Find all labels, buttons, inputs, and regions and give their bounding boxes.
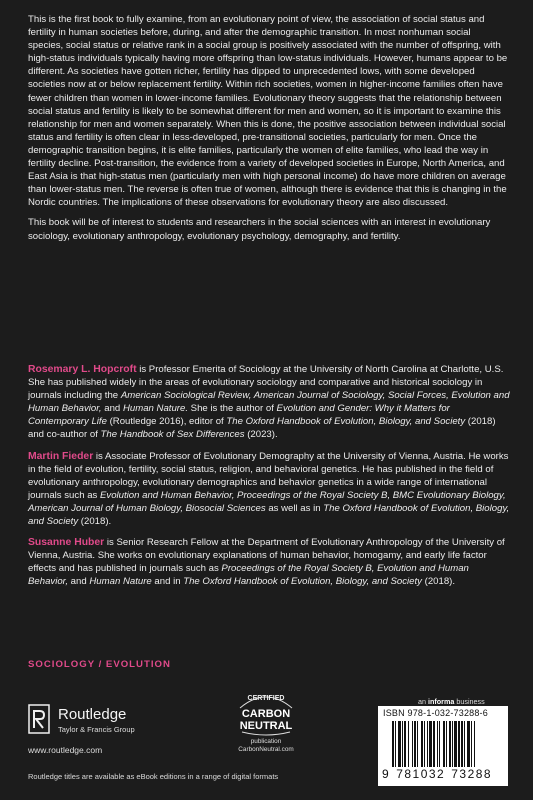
- author-bios: [28, 363, 510, 597]
- author-bio: [28, 536, 510, 588]
- bio-text: (2018).: [78, 516, 112, 528]
- bio-text: (2018).: [421, 576, 456, 588]
- bio-text: (2018) and co-author of: [28, 416, 496, 441]
- informa-brand: informa: [428, 697, 455, 706]
- author-bio-text: [28, 364, 510, 440]
- description-paragraph-2: This book will be of interest to students and researchers in the social sciences with an interest in evolutionary sociology, evolutionary anthropology, evolutionary psychology, demography, and fertility.: [28, 217, 491, 242]
- bio-text: (2023).: [244, 429, 278, 441]
- publisher-group: Taylor & Francis Group: [58, 725, 135, 734]
- italic-title: American Sociological Review, American Journal of Sociology, Social Forces, Evolution and Human Behavior,: [28, 390, 510, 415]
- barcode-digit-lead: 9: [382, 767, 391, 781]
- barcode-bars: [392, 721, 496, 767]
- carbon-top-text: CERTIFIED: [247, 695, 285, 702]
- bio-text: She is the author of: [188, 403, 277, 415]
- author-name: Rosemary L. Hopcroft: [28, 364, 137, 375]
- bio-text: and: [68, 576, 90, 588]
- italic-title: Proceedings of the Royal Society B, Evolution and Human Behavior,: [28, 563, 469, 588]
- bio-text: is Senior Research Fellow at the Department of Evolutionary Anthropology of the University of Vienna, Austria. She works on evolutionary explanations of human behavior, homogamy, and early life factor effects and has published in journals such as: [28, 537, 505, 575]
- barcode-digit-group-1: 781032: [396, 767, 446, 781]
- italic-title: The Oxford Handbook of Evolution, Biology, and Society: [28, 502, 510, 528]
- book-description: [28, 13, 508, 250]
- italic-title: The Oxford Handbook of Evolution, Biology, and Society: [226, 416, 466, 428]
- informa-prefix: an: [418, 697, 426, 706]
- isbn-text: ISBN 978-1-032-73288-6: [383, 708, 488, 718]
- italic-title: Evolution and Gender: Why it Matters for Contemporary Life: [28, 403, 450, 428]
- carbon-sub-text: publication: [250, 738, 282, 745]
- subject-category: SOCIOLOGY / EVOLUTION: [28, 659, 171, 670]
- publisher-url[interactable]: www.routledge.com: [28, 745, 103, 755]
- italic-title: Human Nature.: [122, 403, 188, 415]
- italic-title: The Oxford Handbook of Evolution, Biology, and Society: [183, 576, 422, 588]
- carbon-neutral-icon: [232, 686, 300, 738]
- author-bio: [28, 450, 510, 529]
- bio-text: (Routledge 2016), editor of: [106, 416, 227, 428]
- author-name: Martin Fieder: [28, 450, 94, 462]
- bio-text: is Associate Professor of Evolutionary Demography at the University of Vienna, Austria. He works in the field of evolution, fertility, social status, religion, and behavioral genetics. He has published in the field of evolutionary anthropology, evolutionary demographics and behavior genetics in a wide range of international journals such as: [28, 450, 509, 501]
- ebook-note: Routledge titles are available as eBook editions in a range of digital formats: [28, 772, 279, 781]
- carbon-main-1: CARBON: [241, 708, 291, 720]
- barcode-digit-group-2: 73288: [451, 767, 493, 781]
- informa-suffix: business: [456, 697, 485, 706]
- barcode-digits: [382, 767, 498, 781]
- carbon-main-2: NEUTRAL: [239, 720, 293, 732]
- publisher-block[interactable]: [28, 704, 228, 754]
- bio-text: and: [101, 403, 123, 415]
- informa-business-label: [418, 697, 485, 706]
- author-bio: [28, 363, 510, 442]
- author-bio-text: [28, 451, 509, 527]
- description-paragraph-1: This is the first book to fully examine, from an evolutionary point of view, the association of social status and fertility in human societies before, during, and after the demographic transition. In most nonhuman social species, social status or relative rank in a social group is positively associated with the number of offspring, with high-status individuals typically having more offspring than low-status individuals. However, humans appear to be different. As societies have gotten richer, fertility has dipped to unprecedented lows, with some developed societies now at or below replacement fertility. Within rich societies, women in higher-income families often have fewer children than women in lower-income families. Evolutionary theory suggests that the relationship between social status and fertility is likely to be somewhat different for men and women, so it is important to examine this relationship for men and women separately. When this is done, the positive association between individual social status and fertility is often clear in less-developed, pre-transitional societies, particularly for men. Once the demographic transition begins, it is elite families, particularly the women of elite families, who lead the way in fertility decline. Post-transition, the evidence from a variety of developed societies in Europe, North America, and East Asia is that high-status men (particularly men with high personal income) do have more children on average than lower-status men. The reverse is often true of women, although there is evidence that this is changing in the Nordic countries. The implications of these observations for evolutionary theory are also discussed.: [28, 14, 508, 209]
- italic-title: Evolution and Human Behavior, Proceedings of the Royal Society B, BMC Evolutionary Biology, American Journal of Human Biology, Biosocial Sciences: [28, 489, 506, 514]
- bio-text: and in: [151, 576, 184, 588]
- italic-title: Human Nature: [89, 576, 152, 588]
- italic-title: The Handbook of Sex Differences: [100, 429, 245, 441]
- carbon-neutral-badge: [228, 686, 304, 760]
- isbn-barcode: [378, 706, 508, 786]
- publisher-name: Routledge: [58, 706, 127, 723]
- author-name: Susanne Huber: [28, 537, 105, 549]
- bio-text: is Professor Emerita of Sociology at the University of North Carolina at Charlotte, U.S. She has published widely in the areas of evolutionary sociology and comparative and historical sociology in journals including the: [28, 364, 504, 402]
- routledge-logo-icon: [28, 704, 50, 734]
- carbon-url: CarbonNeutral.com: [238, 746, 294, 753]
- bio-text: as well as in: [265, 502, 324, 514]
